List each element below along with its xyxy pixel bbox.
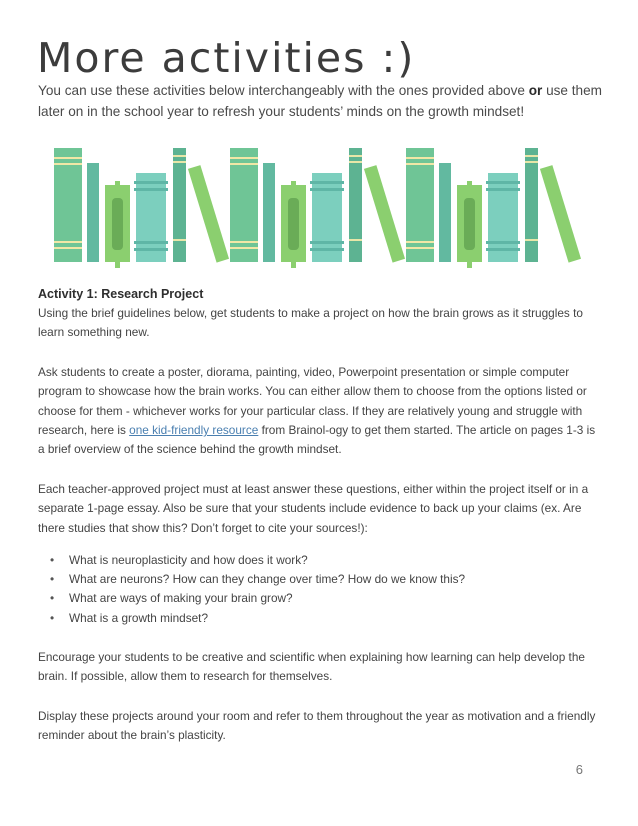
book-set-3 [406, 148, 581, 268]
list-item: • What are neurons? How can they change over time? How do we know this? [69, 570, 598, 589]
activity-paragraph-4: Encourage your students to be creative and scientific when explaining how learning can help develop the brain. If possible, allow them to research for themselves. [38, 649, 585, 684]
activity-paragraph-3: Each teacher-approved project must at least answer these questions, either within the project itself or in a separate 1-page essay. Also be sure that your students include evidence to back up your claims (ex. Are there studies that show this? Don’t forget to cite your sources!): [38, 481, 589, 535]
list-item: • What is neuroplasticity and how does it work? [69, 551, 598, 570]
page-number: 6 [575, 762, 583, 777]
activity-paragraph-5: Display these projects around your room and refer to them throughout the year as motivation and a friendly reminder about the brain’s plasticity. [38, 708, 596, 743]
activity-heading: Activity 1: Research Project [38, 287, 204, 301]
question-list [38, 551, 598, 628]
activity-section [38, 285, 598, 746]
book-leaning [188, 165, 229, 263]
list-item: • What are ways of making your brain grow? [69, 589, 598, 608]
activity-paragraph-2 [38, 363, 598, 460]
book-narrow [173, 148, 186, 262]
intro-emphasis: or [528, 83, 543, 98]
bookshelf-illustration [38, 143, 598, 273]
book-tall [54, 148, 82, 262]
intro-paragraph [38, 80, 603, 122]
kid-friendly-resource-link[interactable]: one kid-friendly resource [129, 423, 259, 438]
book-banded [134, 173, 168, 262]
paragraph-2-text-end: from Brainol-ogy to get them started. The article on pages 1-3 is a brief overview of the science behind the growth mindset. [38, 423, 596, 457]
book-thin [87, 163, 99, 262]
intro-text-end: use them later on in the school year to refresh your students’ minds on the growth mindset! [38, 83, 602, 119]
paragraph-2-text-start: Ask students to create a poster, diorama, painting, video, Powerpoint presentation or simple computer program to showcase how the brain works. You can either allow them to choose from the options listed or choose for them - whichever works for your particular class. If they are relatively young and struggle with research, here is [38, 364, 587, 438]
page-title: More activities :) [37, 34, 416, 82]
book-set-1 [54, 148, 229, 268]
book-set-2 [230, 148, 405, 268]
book-bookmark [105, 181, 130, 268]
list-item: • What is a growth mindset? [69, 609, 598, 628]
intro-text-start: You can use these activities below interchangeably with the ones provided above [38, 83, 529, 98]
activity-paragraph-1: Using the brief guidelines below, get students to make a project on how the brain grows as it struggles to learn something new. [38, 306, 583, 340]
